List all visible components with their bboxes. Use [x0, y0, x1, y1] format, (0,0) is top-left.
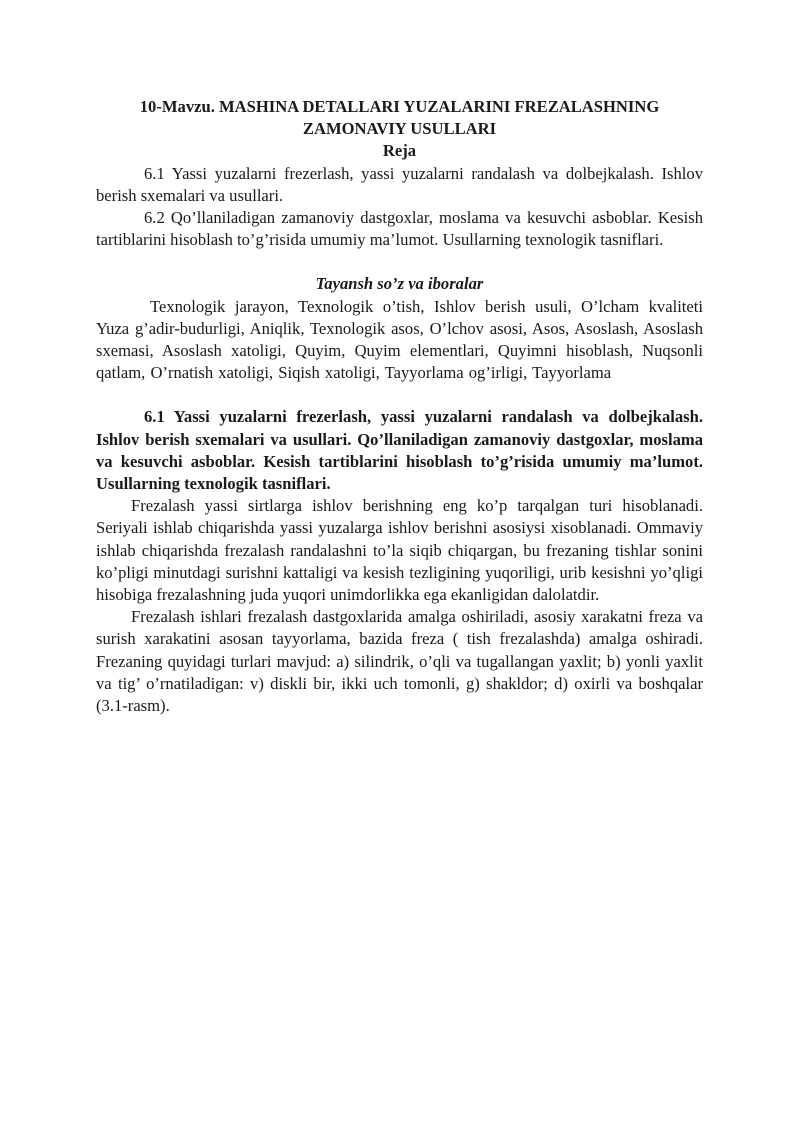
- keywords-text: Texnologik jarayon, Texnologik o’tish, Ishlov berish usuli, O’lcham kvaliteti Yuza g’adir-budurligi, Aniqlik, Texnologik asos, O’lchov asosi, Asos, Asoslash, Asoslash sxemasi, Asoslash xatoligi, Quyim, Quyim elementlari, Quyimni hisoblash, Nuqsonli qatlam, O’rnatish xatoligi, Siqish xatoligi, Tayyorlama og’irligi, Tayyorlama: [96, 296, 703, 383]
- spacer: [96, 251, 703, 273]
- keywords-heading: Tayansh so’z va iboralar: [315, 274, 484, 294]
- section-heading: 6.1 Yassi yuzalarni frezerlash, yassi yuzalarni randalash va dolbejkalash. Ishlov berish sxemalari va usullari. Qo’llaniladigan zamanoviy dastgoxlar, moslama va kesuvchi asboblar. Kesish tartiblarini hisoblash to’g’risida umumiy ma’lumot. Usullarning texnologik tasniflari.: [96, 407, 703, 494]
- body-paragraph-2: Frezalash ishlari frezalash dastgoxlarida amalga oshiriladi, asosiy xarakatni freza va surish xarakatini asosan tayyorlama, bazida freza ( tish frezalashda) amalga oshiradi. Frezaning quyidagi turlari mavjud: a) silindrik, o’qli va tugallangan yaxlit; b) yonli yaxlit va tig’ o’rnatiladigan: v) diskli bir, ikki uch tomonli, g) shakldor; d) oxirli va boshqalar (3.1-rasm).: [96, 607, 703, 716]
- plan-heading: Reja: [382, 141, 417, 161]
- body-paragraph-1: Frezalash yassi sirtlarga ishlov berishning eng ko’p tarqalgan turi hisoblanadi. Seriyali ishlab chiqarishda yassi yuzalarga ishlov berishni asosiysi xisoblanadi. Ommaviy ishlab chiqarishda frezalash randalashni to’la siqib chiqargan, bu frezaning tishlar sonini ko’pligi minutdagi surishni kattaligi va kesish tezligining yuqoriligi, urib kesishni yo’qligi hisobiga frezalashning juda yuqori unimdorlikka ega ekanligidan dalolatdir.: [96, 496, 703, 605]
- document-page: [96, 96, 703, 717]
- plan-item-1: 6.1 Yassi yuzalarni frezerlash, yassi yuzalarni randalash va dolbejkalash. Ishlov berish sxemalari va usullari.: [96, 163, 703, 205]
- document-title: 10-Mavzu. MASHINA DETALLARI YUZALARINI FREZALASHNING ZAMONAVIY USULLARI: [139, 97, 660, 139]
- spacer: [96, 384, 703, 406]
- plan-item-2: 6.2 Qo’llaniladigan zamanoviy dastgoxlar, moslama va kesuvchi asboblar. Kesish tartiblarini hisoblash to’g’risida umumiy ma’lumot. Usullarning texnologik tasniflari.: [96, 208, 703, 250]
